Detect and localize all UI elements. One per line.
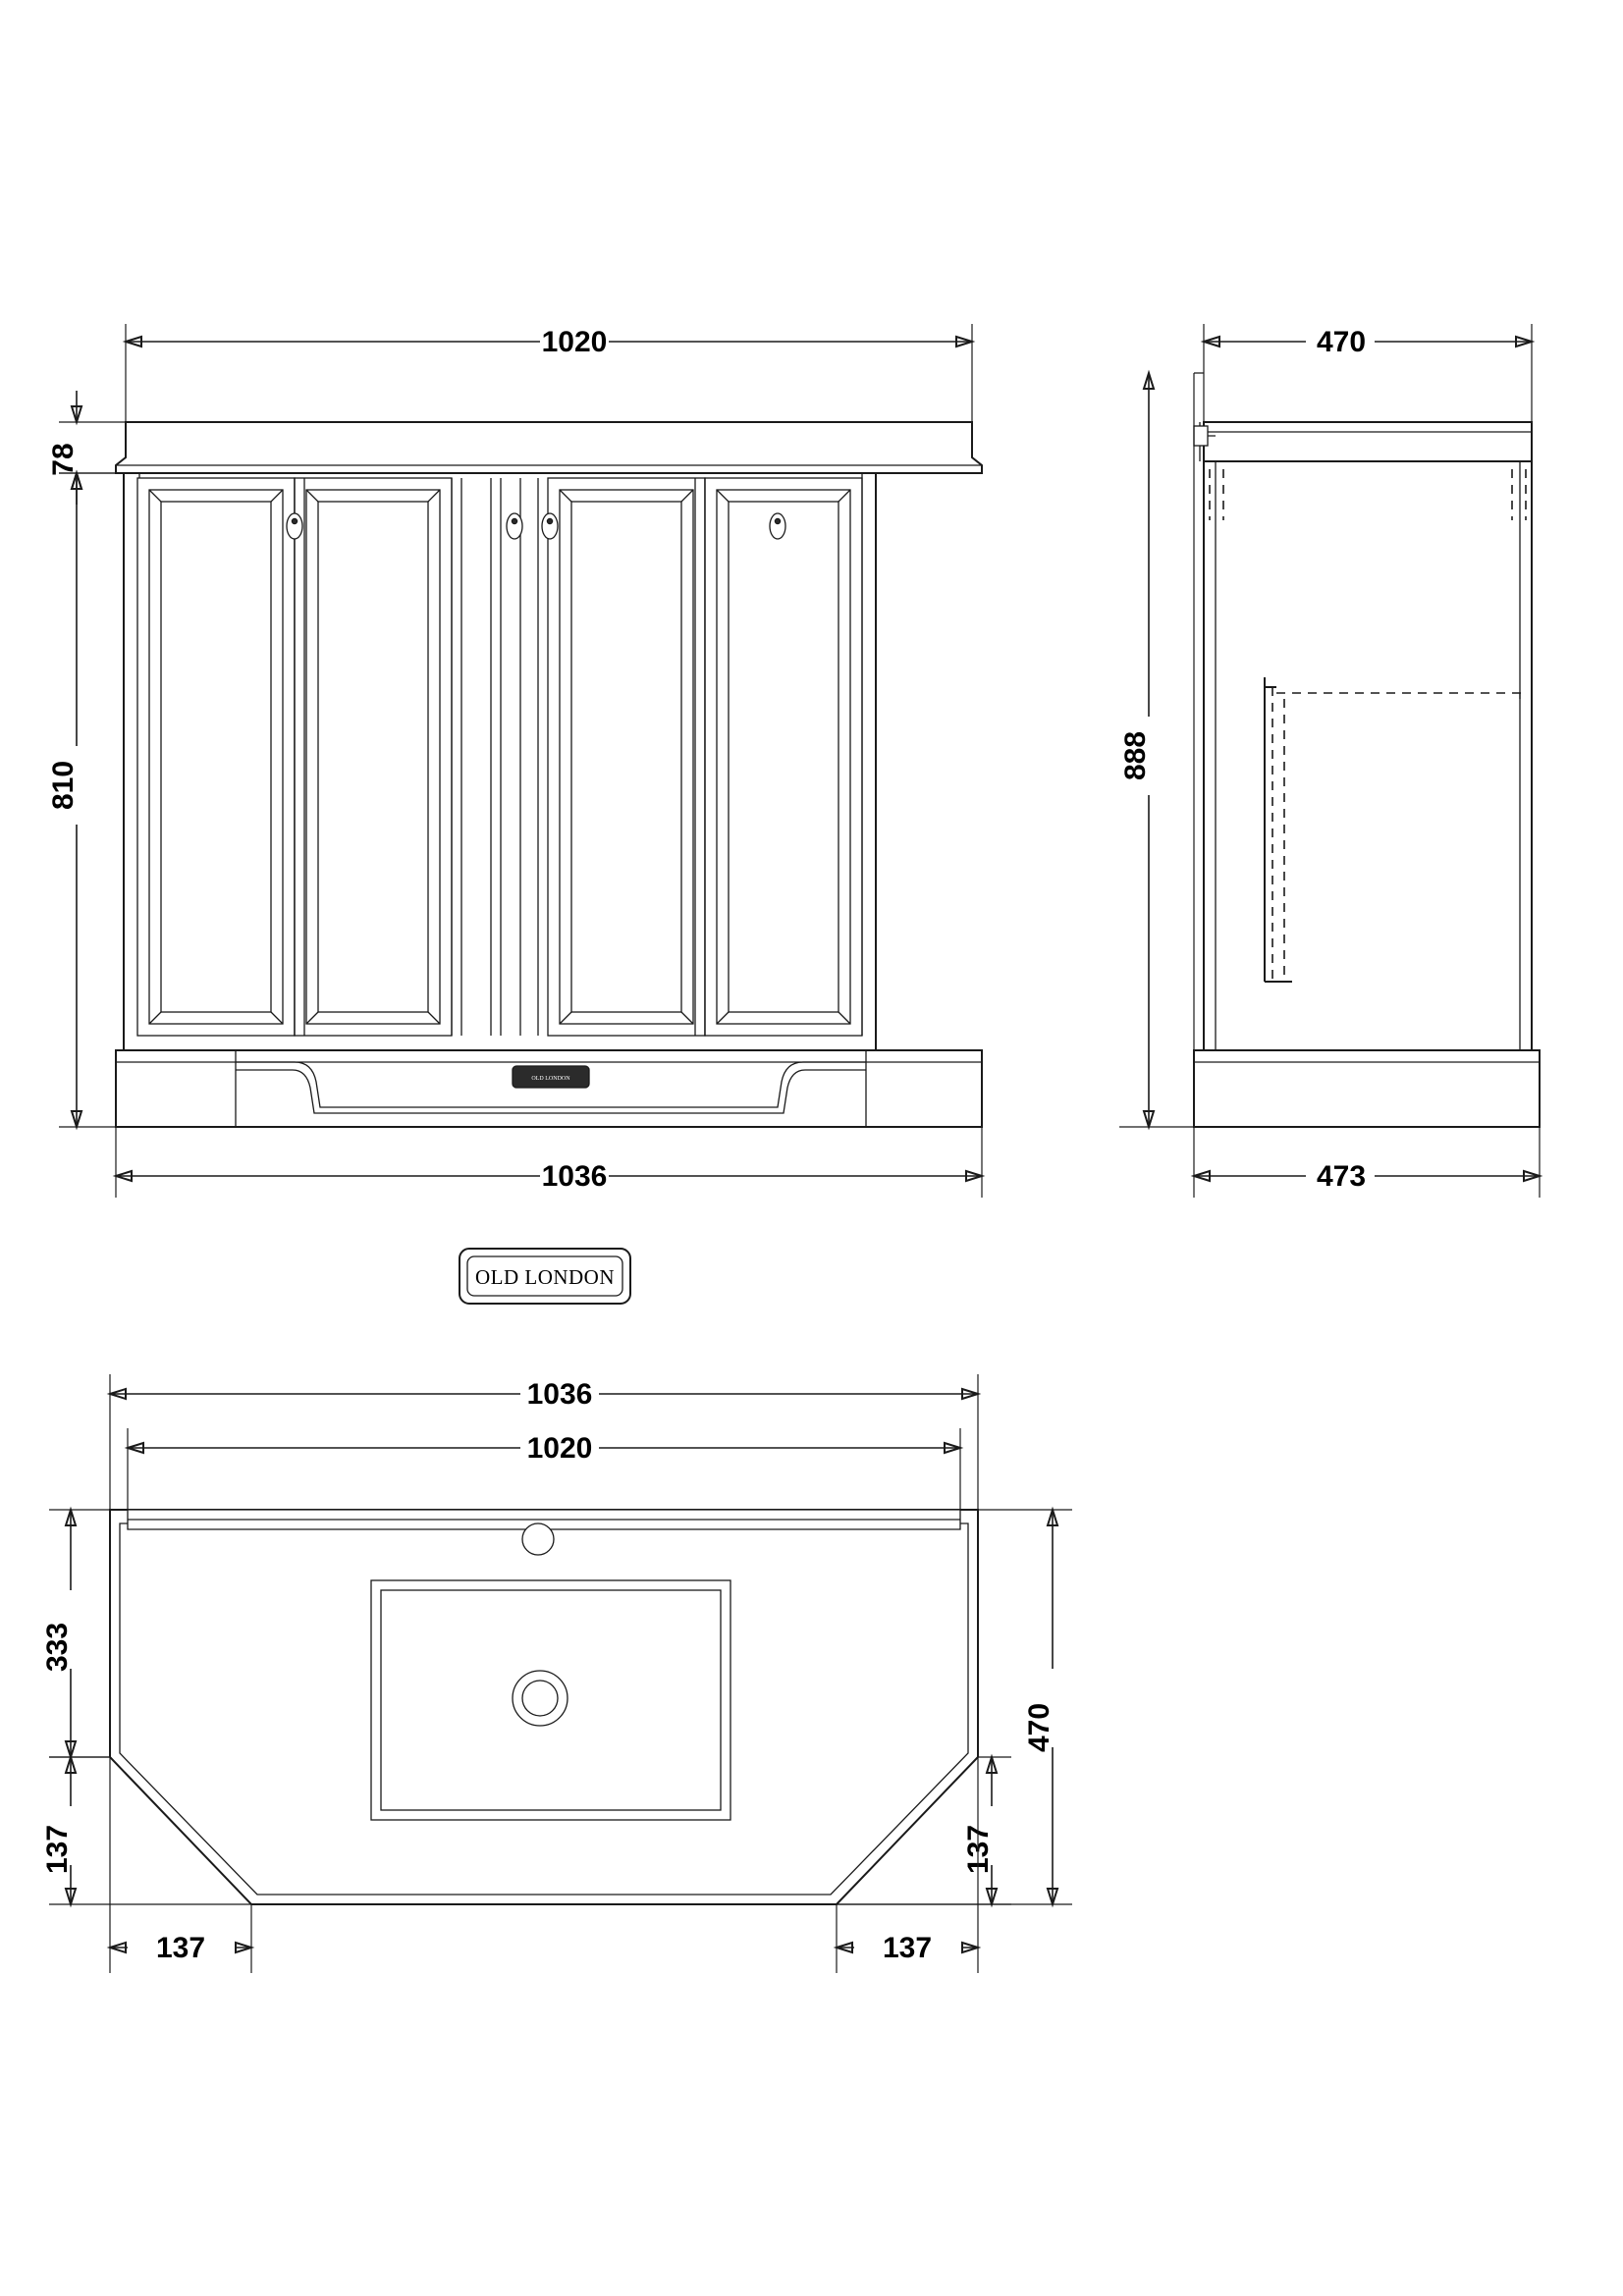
brand-badge	[513, 1066, 589, 1088]
door-handle-1-screw	[292, 518, 297, 523]
plan-waste-inner	[522, 1681, 558, 1716]
dim-side-base-473	[1194, 1127, 1540, 1198]
door-handle-4-screw	[775, 518, 780, 523]
dim-plan-inner-1020	[128, 1428, 960, 1510]
dim-side-depth-470-text: 470	[1316, 326, 1367, 358]
dim-plan-band-333	[41, 1510, 110, 1757]
brand-logo	[460, 1249, 630, 1304]
dim-front-width-1020	[126, 324, 972, 422]
dim-front-height-810	[47, 473, 124, 1127]
dim-front-base-1036	[116, 1127, 982, 1198]
side-countertop	[1204, 422, 1532, 461]
side-elevation-view	[1119, 324, 1540, 1198]
door-handle-3[interactable]	[542, 513, 558, 539]
door-handle-3-screw	[547, 518, 552, 523]
dim-plan-chamfer-left-horizontal-text: 137	[155, 1932, 206, 1964]
brand-badge-label: OLD LONDON	[531, 1076, 570, 1082]
front-elevation-view	[47, 324, 982, 1198]
dim-front-counter-78	[47, 391, 126, 505]
top-plan-view	[41, 1374, 1072, 1973]
dim-plan-inner-1020-text: 1020	[526, 1432, 593, 1465]
dim-side-height-888-text: 888	[1119, 730, 1152, 781]
plan-tap-hole	[522, 1523, 554, 1555]
door-handle-2-screw	[512, 518, 516, 523]
dim-front-counter-78-text: 78	[47, 443, 80, 476]
dim-plan-chamfer-left-vertical-text: 137	[41, 1824, 74, 1875]
side-top-fixing	[1194, 426, 1208, 446]
brand-logo-label: OLD LONDON	[474, 1265, 616, 1289]
side-cabinet-body	[1204, 461, 1532, 1050]
door-handle-1[interactable]	[287, 513, 302, 539]
door-handle-2[interactable]	[507, 513, 522, 539]
dim-side-base-473-text: 473	[1316, 1160, 1367, 1193]
door-handle-4[interactable]	[770, 513, 785, 539]
dim-side-depth-470	[1204, 324, 1532, 422]
dim-plan-depth-470-text: 470	[1023, 1702, 1055, 1753]
dim-front-base-1036-text: 1036	[541, 1160, 608, 1193]
dim-front-width-1020-text: 1020	[541, 326, 608, 358]
dim-plan-band-333-text: 333	[41, 1622, 74, 1673]
dim-side-height-888	[1119, 373, 1204, 1127]
dim-plan-chamfer-right-vertical-text: 137	[962, 1824, 995, 1875]
dim-front-height-810-text: 810	[47, 760, 80, 811]
dim-plan-outer-1036-text: 1036	[526, 1378, 593, 1411]
dim-plan-chamfer-right-horizontal-text: 137	[882, 1932, 933, 1964]
